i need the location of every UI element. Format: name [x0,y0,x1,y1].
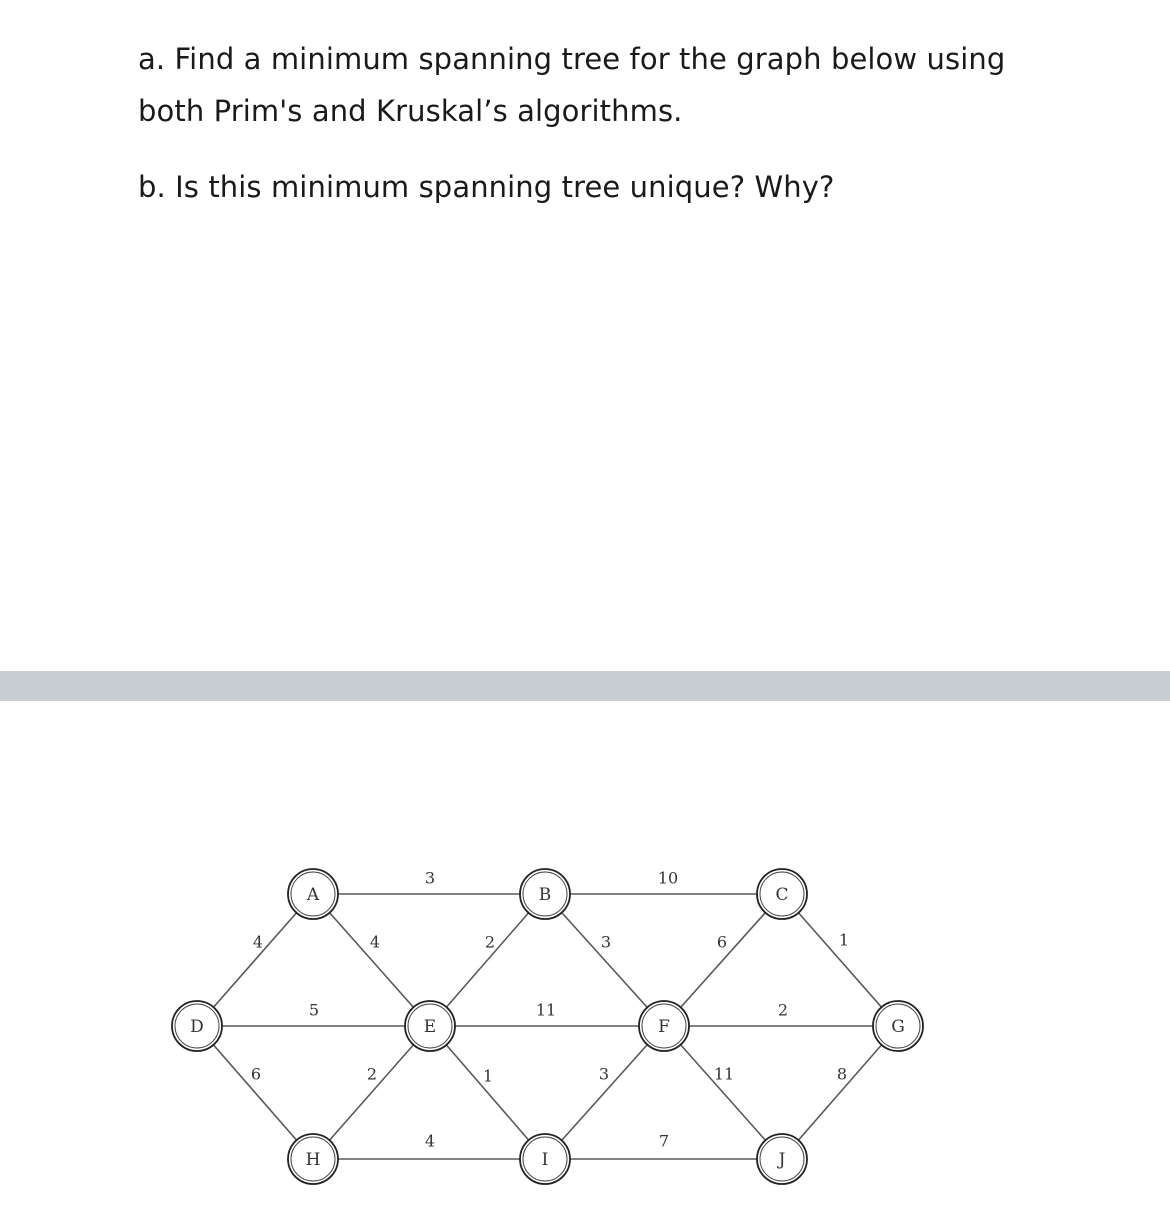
edge-weight-H-I: 4 [424,1131,436,1151]
edge-J-G [782,1026,898,1159]
edge-weight-A-B: 3 [424,868,436,888]
edge-F-J [664,1026,782,1159]
node-label-C: C [775,885,789,905]
edge-E-B [430,894,545,1026]
node-label-F: F [658,1017,670,1037]
node-label-I: I [541,1150,549,1170]
edge-weight-I-F: 3 [598,1064,610,1084]
node-label-B: B [538,885,552,905]
edge-weight-I-J: 7 [658,1131,670,1151]
node-label-E: E [423,1017,437,1037]
node-label-J: J [778,1150,786,1170]
edge-D-A [197,894,313,1026]
edge-E-I [430,1026,545,1159]
edge-weight-D-A: 4 [252,932,264,952]
node-F [639,1001,689,1051]
question-part-b: b. Is this minimum spanning tree unique? Why? [138,170,835,204]
edge-weight-F-G: 2 [777,1000,789,1020]
edge-D-H [197,1026,313,1159]
edge-weight-C-G: 1 [838,930,850,950]
node-E [405,1001,455,1051]
edge-weight-B-C: 10 [657,868,679,888]
node-B [520,869,570,919]
node-C [757,869,807,919]
node-label-A: A [306,885,320,905]
edge-weight-D-H: 6 [250,1064,262,1084]
edge-weight-F-J: 11 [713,1064,735,1084]
edge-I-F [545,1026,664,1159]
edge-C-G [782,894,898,1026]
edge-weight-F-C: 6 [716,932,728,952]
edge-B-F [545,894,664,1026]
edge-weight-B-F: 3 [600,932,612,952]
edge-weight-E-B: 2 [484,932,496,952]
edge-weight-H-E: 2 [366,1064,378,1084]
node-A [288,869,338,919]
node-G [873,1001,923,1051]
edge-F-C [664,894,782,1026]
graph-edges [197,894,898,1159]
node-label-H: H [305,1150,321,1170]
node-J [757,1134,807,1184]
edge-weight-E-I: 1 [482,1066,494,1086]
node-I [520,1134,570,1184]
edge-weight-J-G: 8 [836,1064,848,1084]
edge-A-E [313,894,430,1026]
node-H [288,1134,338,1184]
edge-weight-D-E: 5 [308,1000,320,1020]
node-D [172,1001,222,1051]
edge-weight-A-E: 4 [369,932,381,952]
edge-H-E [313,1026,430,1159]
node-label-G: G [891,1017,905,1037]
edge-weight-E-F: 11 [535,1000,557,1020]
node-label-D: D [190,1017,204,1037]
question-part-a: a. Find a minimum spanning tree for the graph below using both Prim's and Kruskal’s algorithms. [138,42,1006,128]
